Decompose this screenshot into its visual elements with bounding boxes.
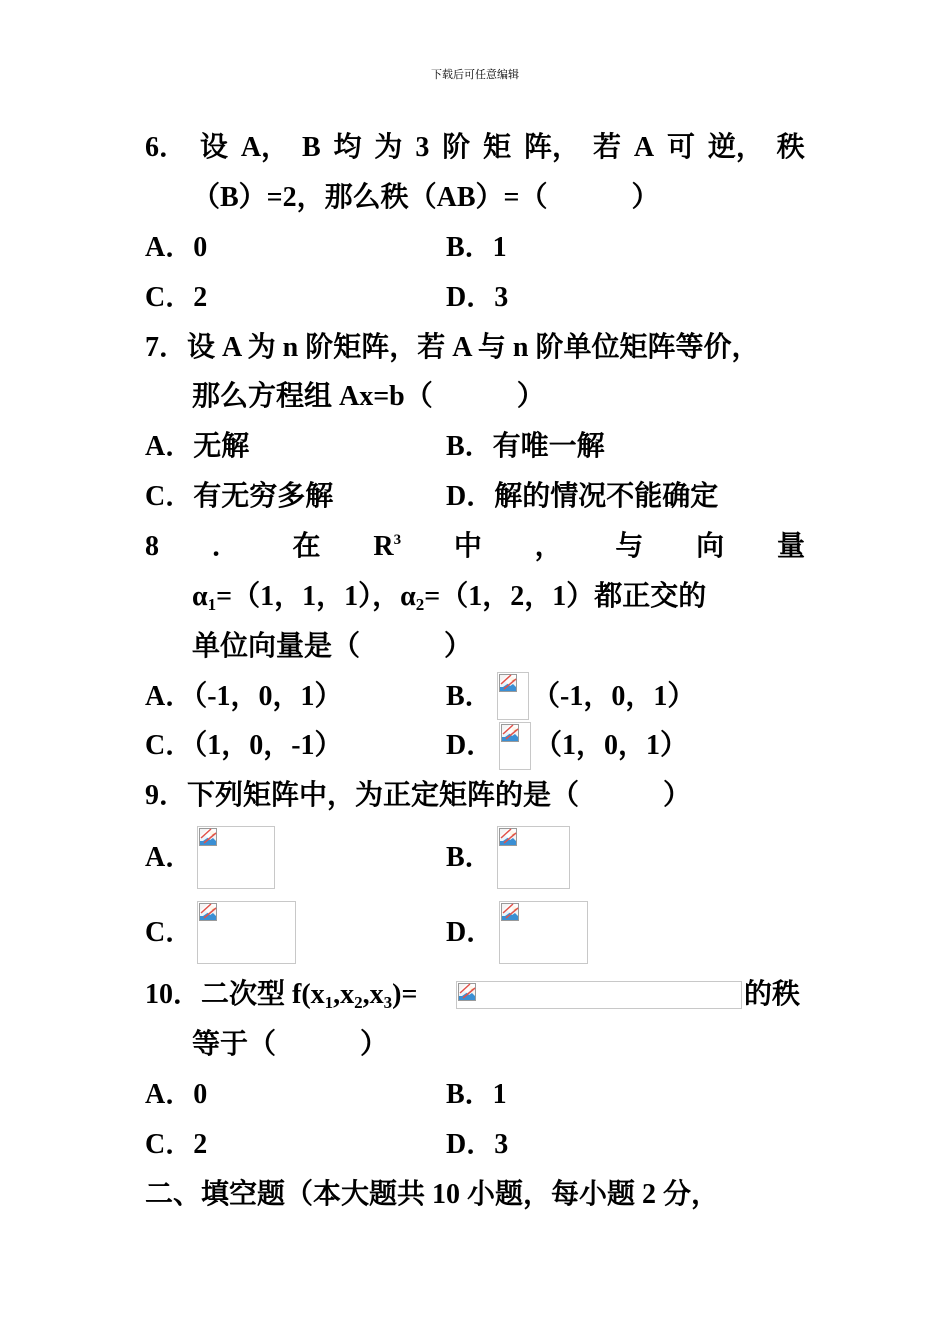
vector-1: =（1，1，1）， (216, 581, 401, 612)
broken-image-icon (501, 724, 519, 742)
q8-option-d (446, 729, 494, 763)
q9-option-c: C． (145, 917, 194, 948)
q8-num: 8 (145, 531, 159, 562)
q8-option-a: A．（-1，0，1） (145, 681, 343, 712)
q8-option-c: C．（1，0，-1） (145, 730, 343, 761)
q6-word: 若 (592, 132, 621, 163)
broken-image-icon (458, 983, 476, 1001)
q6-line2: （B）=2，那么秩（AB）=（ ） (192, 182, 660, 213)
option-label: D． (446, 730, 495, 761)
section-2-heading: 二、填空题（本大题共 10 小题，每小题 2 分， (145, 1179, 720, 1210)
q10-suffix: 的秩 (744, 979, 801, 1010)
q10-option-a: A．0 (145, 1079, 208, 1110)
q8-option-b-value: （-1，0，1） (532, 681, 696, 712)
q9-option-b: B． (446, 842, 493, 873)
q10-sep: )= (392, 979, 418, 1010)
matrix-image (497, 826, 570, 889)
subscript: 1 (207, 595, 217, 614)
q8-word: 在 (292, 531, 321, 562)
q9-line1: 9．下列矩阵中，为正定矩阵的是（ ） (145, 780, 692, 811)
q8-sup: 3 (393, 532, 402, 548)
q10-line1 (145, 978, 417, 1012)
q10-sep: ,x (362, 979, 384, 1010)
q6-word: 均 (333, 132, 362, 163)
q6-word: A， (240, 132, 290, 163)
q9-option-a: A． (145, 842, 194, 873)
q10-line2: 等于（ ） (192, 1029, 389, 1060)
q8-line3: 单位向量是（ ） (192, 631, 473, 662)
alpha-symbol: α (400, 581, 416, 612)
formula-image (499, 722, 531, 770)
q8-word: 中 (453, 531, 482, 562)
q7-line1: 7．设 A 为 n 阶矩阵，若 A 与 n 阶单位矩阵等价， (145, 332, 760, 363)
subscript: 1 (324, 993, 334, 1012)
q6-word: 阵， (524, 132, 581, 163)
subscript: 2 (354, 993, 363, 1012)
q6-option-b: B．1 (446, 232, 507, 263)
q8-word: 与 (615, 531, 644, 562)
vector-2: =（1，2，1）都正交的 (424, 581, 707, 612)
q6-word: 秩 (776, 132, 805, 163)
q8-r3 (373, 530, 401, 564)
q8-word: 向 (696, 531, 725, 562)
quadratic-form-image (456, 981, 742, 1009)
broken-image-icon (501, 903, 519, 921)
q8-line1 (145, 530, 805, 564)
q6-word: 3 (415, 132, 430, 163)
q10-option-b: B．1 (446, 1079, 507, 1110)
formula-image (497, 672, 529, 720)
q6-word: 逆， (707, 132, 764, 163)
q10-sep: ,x (333, 979, 355, 1010)
q7-option-b: B．有唯一解 (446, 431, 605, 462)
matrix-image (197, 826, 275, 889)
q8-word: ． (211, 531, 240, 562)
q6-option-d: D．3 (446, 282, 509, 313)
page-header: 下载后可任意编辑 (431, 68, 519, 81)
q8-r: R (373, 531, 394, 562)
alpha-symbol: α (192, 581, 208, 612)
broken-image-icon (199, 903, 217, 921)
q6-word: 设 (199, 132, 228, 163)
q8-option-d-value: （1，0，1） (534, 730, 689, 761)
q7-option-a: A．无解 (145, 431, 250, 462)
q8-word: ， (534, 531, 563, 562)
q8-option-b (446, 680, 493, 714)
q10-option-c: C．2 (145, 1129, 208, 1160)
q6-word: 为 (374, 132, 403, 163)
q7-line2: 那么方程组 Ax=b（ ） (192, 381, 545, 412)
q6-word: 可 (666, 132, 695, 163)
q7-option-c: C．有无穷多解 (145, 481, 334, 512)
q10-option-d: D．3 (446, 1129, 509, 1160)
q6-num: 6． (145, 132, 188, 163)
broken-image-icon (499, 828, 517, 846)
q10-prefix: 10．二次型 f(x (145, 979, 325, 1010)
q6-option-a: A．0 (145, 232, 208, 263)
q6-word: 阶 (442, 132, 471, 163)
q6-word: A (633, 132, 655, 163)
q7-option-d: D．解的情况不能确定 (446, 481, 719, 512)
option-label: B． (446, 681, 493, 712)
broken-image-icon (199, 828, 217, 846)
q6-word: B (301, 132, 321, 163)
broken-image-icon (499, 674, 517, 692)
matrix-image (499, 901, 588, 964)
q8-word: 量 (776, 531, 805, 562)
subscript: 3 (383, 993, 393, 1012)
q9-option-d: D． (446, 917, 495, 948)
q6-line1 (145, 131, 805, 165)
q6-word: 矩 (483, 132, 512, 163)
q8-line2 (192, 580, 706, 614)
q6-option-c: C．2 (145, 282, 208, 313)
matrix-image (197, 901, 296, 964)
subscript: 2 (415, 595, 425, 614)
